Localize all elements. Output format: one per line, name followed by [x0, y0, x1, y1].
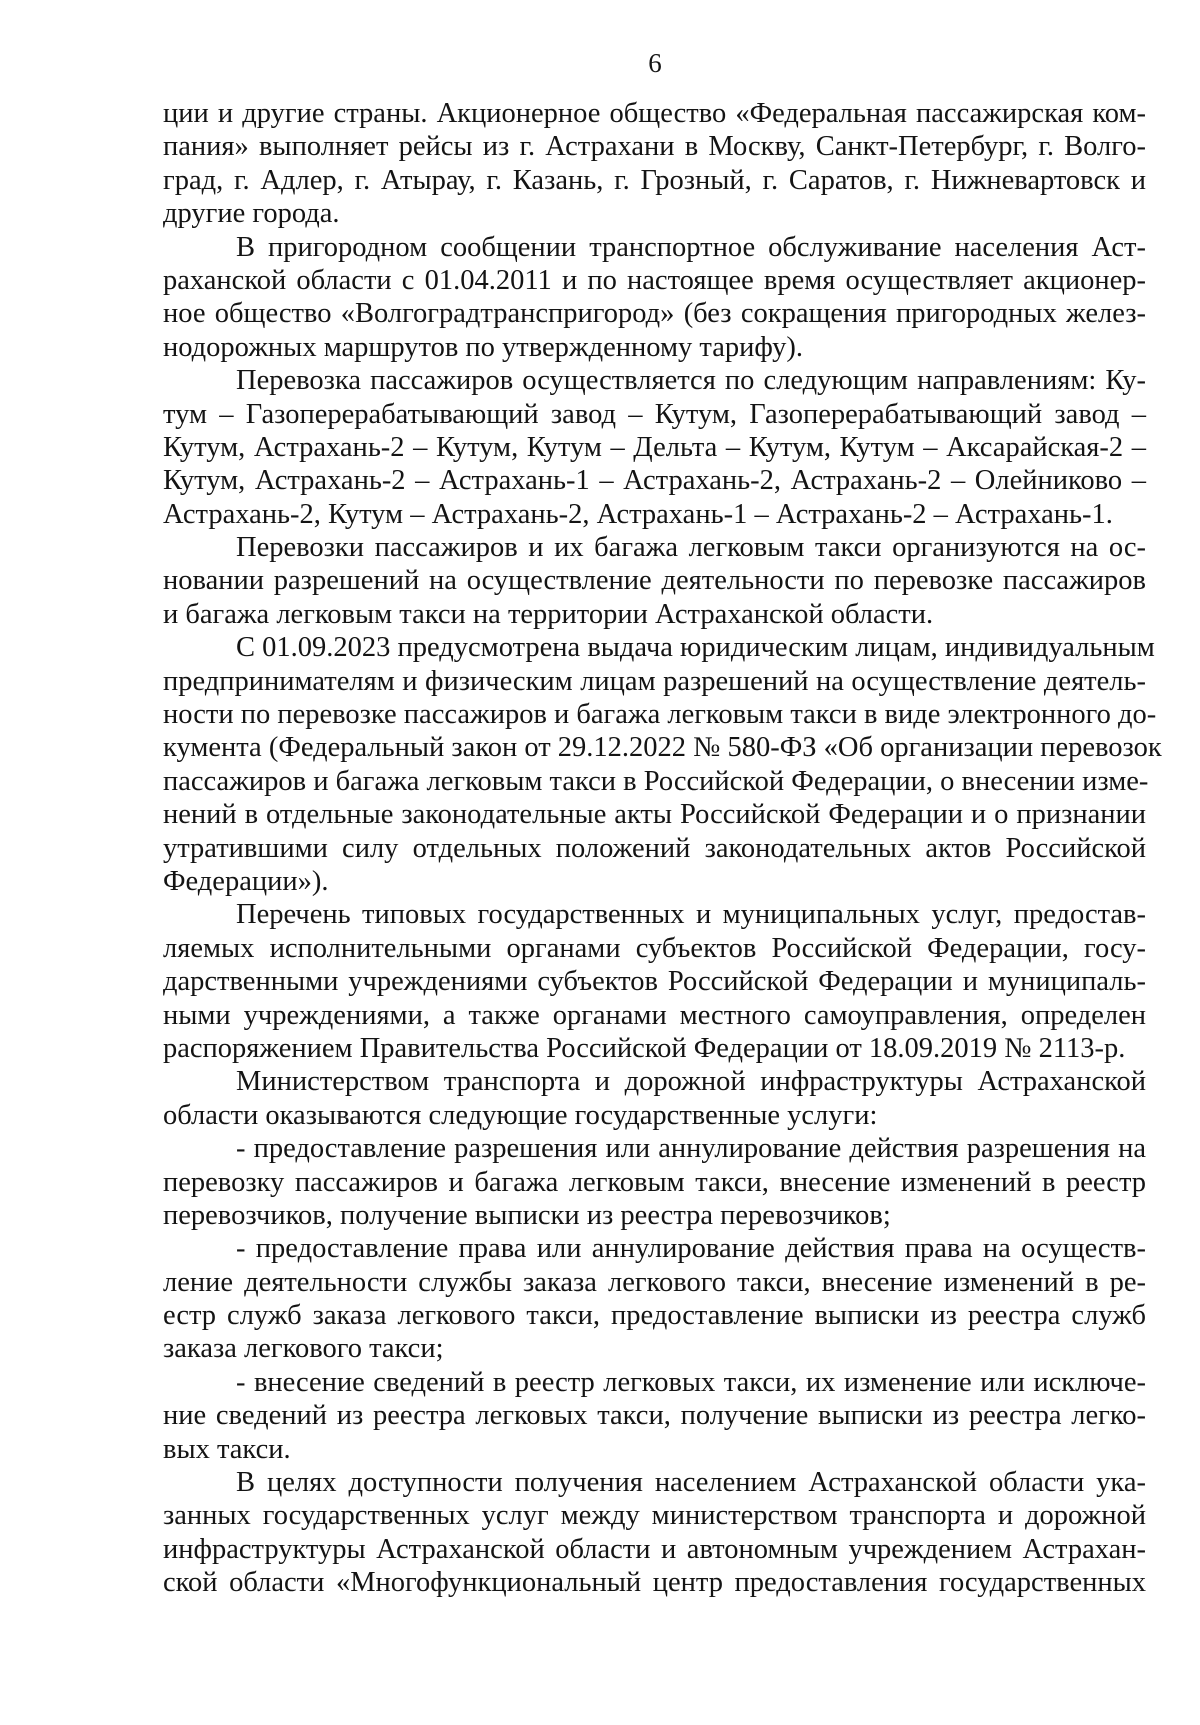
text-line: ности по перевозке пассажиров и багажа легковым такси в виде электронного до- — [163, 699, 1157, 731]
text-line: вых такси. — [163, 1433, 291, 1465]
text-line: С 01.09.2023 предусмотрена выдача юридическим лицам, индивидуальным — [236, 632, 1155, 664]
text-line: тум – Газоперерабатывающий завод – Кутум, Газоперерабатывающий завод – — [163, 398, 1146, 430]
text-line: Федерации»). — [163, 865, 329, 897]
text-line: ние сведений из реестра легковых такси, получение выписки из реестра легко- — [163, 1400, 1146, 1432]
body-text — [163, 97, 1162, 1600]
text-line: раханской области с 01.04.2011 и по настоящее время осуществляет акционер- — [163, 264, 1146, 296]
text-line: инфраструктуры Астраханской области и автономным учреждением Астрахан- — [163, 1533, 1146, 1565]
text-line: - предоставление разрешения или аннулирование действия разрешения на — [236, 1133, 1146, 1165]
text-line: Кутум, Астрахань-2 – Кутум, Кутум – Дельта – Кутум, Кутум – Аксарайская-2 – — [163, 431, 1146, 463]
text-line: - внесение сведений в реестр легковых такси, их изменение или исключе- — [236, 1366, 1146, 1398]
text-line: нений в отдельные законодательные акты Российской Федерации и о признании — [163, 799, 1146, 831]
text-line: пания» выполняет рейсы из г. Астрахани в Москву, Санкт-Петербург, г. Волго- — [163, 131, 1146, 163]
text-line: В целях доступности получения населением Астраханской области ука- — [236, 1467, 1146, 1499]
text-line: - предоставление права или аннулирование действия права на осуществ- — [236, 1233, 1146, 1265]
text-line: ляемых исполнительными органами субъектов Российской Федерации, госу- — [163, 932, 1146, 964]
text-line: град, г. Адлер, г. Атырау, г. Казань, г. Грозный, г. Саратов, г. Нижневартовск и — [163, 164, 1146, 196]
text-line: пассажиров и багажа легковым такси в Российской Федерации, о внесении изме- — [163, 765, 1149, 797]
text-line: заказа легкового такси; — [163, 1333, 444, 1365]
text-line: Министерством транспорта и дорожной инфраструктуры Астраханской — [236, 1066, 1146, 1098]
text-line: Перевозка пассажиров осуществляется по следующим направлениям: Ку- — [236, 365, 1146, 397]
text-line: перевозку пассажиров и багажа легковым такси, внесение изменений в реестр — [163, 1166, 1146, 1198]
text-line: предпринимателям и физическим лицам разрешений на осуществление деятель- — [163, 665, 1146, 697]
text-line: другие города. — [163, 198, 340, 230]
text-line: утратившими силу отдельных положений законодательных актов Российской — [163, 832, 1146, 864]
text-line: нодорожных маршрутов по утвержденному тарифу). — [163, 331, 803, 363]
text-line: ное общество «Волгоградтранспригород» (без сокращения пригородных желез- — [163, 298, 1146, 330]
text-line: ными учреждениями, а также органами местного самоуправления, определен — [163, 999, 1146, 1031]
text-line: ление деятельности службы заказа легкового такси, внесение изменений в ре- — [163, 1266, 1146, 1298]
text-line: кумента (Федеральный закон от 29.12.2022 № 580-ФЗ «Об организации перевозок — [163, 732, 1162, 764]
text-line: ской области «Многофункциональный центр предоставления государственных — [163, 1567, 1146, 1599]
text-line: и багажа легковым такси на территории Астраханской области. — [163, 598, 934, 630]
text-line: Кутум, Астрахань-2 – Астрахань-1 – Астрахань-2, Астрахань-2 – Олейниково – — [163, 465, 1146, 497]
text-line: Астрахань-2, Кутум – Астрахань-2, Астрахань-1 – Астрахань-2 – Астрахань-1. — [163, 498, 1113, 530]
text-line: Перевозки пассажиров и их багажа легковым такси организуются на ос- — [236, 532, 1146, 564]
text-line: естр служб заказа легкового такси, предоставление выписки из реестра служб — [163, 1300, 1146, 1332]
text-line: области оказываются следующие государственные услуги: — [163, 1099, 878, 1131]
page-number: 6 — [648, 48, 662, 78]
text-line: распоряжением Правительства Российской Федерации от 18.09.2019 № 2113-р. — [163, 1032, 1126, 1064]
text-line: Перечень типовых государственных и муниципальных услуг, предостав- — [236, 899, 1146, 931]
text-line: новании разрешений на осуществление деятельности по перевозке пассажиров — [163, 565, 1146, 597]
text-line: ции и другие страны. Акционерное общество «Федеральная пассажирская ком- — [163, 98, 1146, 129]
text-line: дарственными учреждениями субъектов Российской Федерации и муниципаль- — [163, 966, 1146, 998]
text-line: перевозчиков, получение выписки из реестра перевозчиков; — [163, 1199, 891, 1231]
text-line: В пригородном сообщении транспортное обслуживание населения Аст- — [236, 231, 1146, 263]
text-line: занных государственных услуг между министерством транспорта и дорожной — [163, 1500, 1146, 1532]
